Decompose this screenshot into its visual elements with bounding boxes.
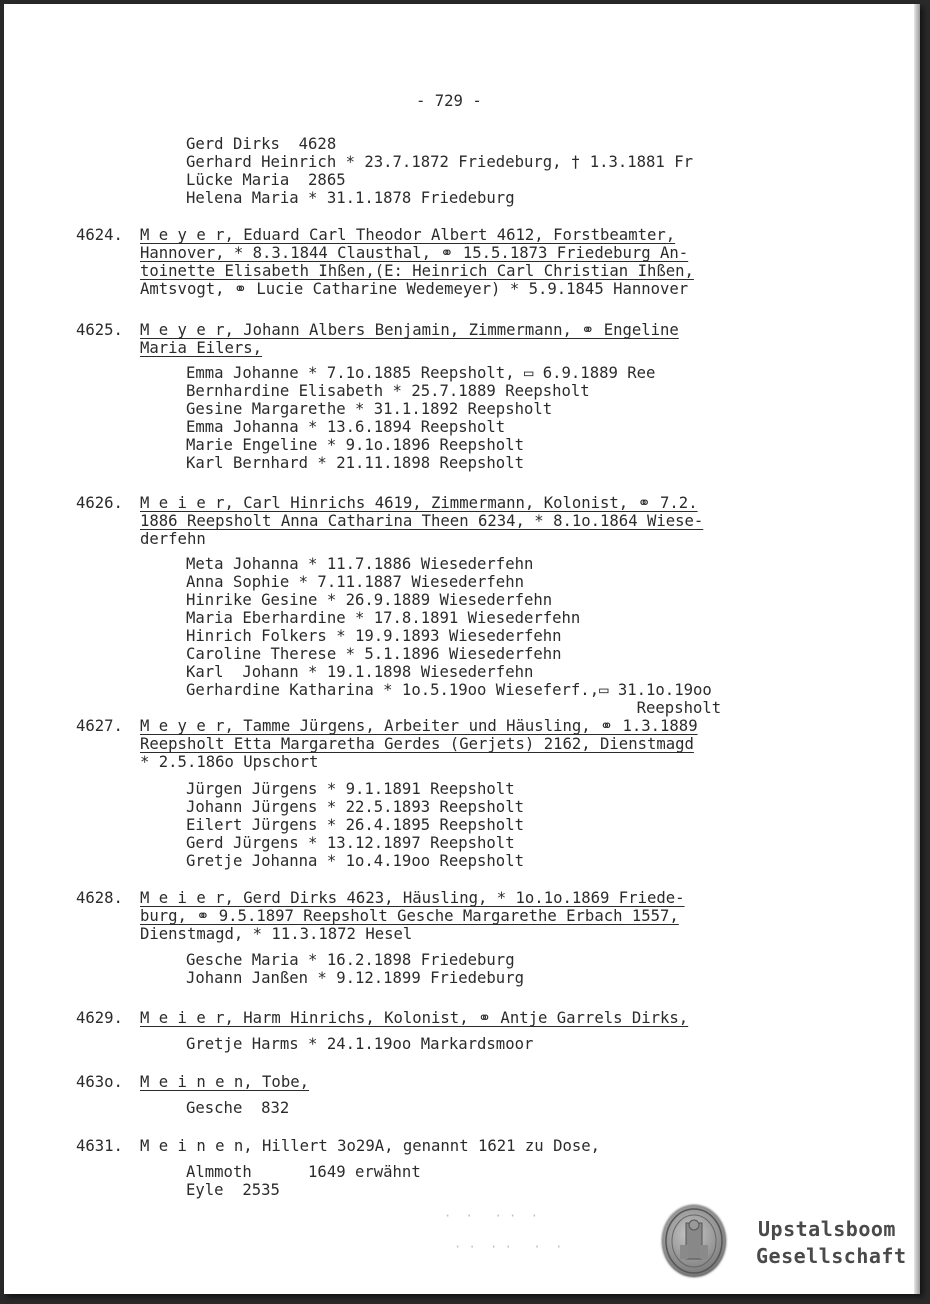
child-line: Helena Maria * 31.1.1878 Friedeburg bbox=[186, 189, 515, 207]
entry-line: M e y e r, Tamme Jürgens, Arbeiter und Häusling, ⚭ 1.3.1889 bbox=[140, 717, 698, 735]
child-line: Emma Johanna * 13.6.1894 Reepsholt bbox=[186, 418, 506, 436]
child-line: Bernhardine Elisabeth * 25.7.1889 Reepsholt bbox=[186, 382, 590, 400]
entry-line: 1886 Reepsholt Anna Catharina Theen 6234, * 8.1o.1864 Wiese- bbox=[140, 512, 704, 530]
entry-line: M e y e r, Johann Albers Benjamin, Zimmermann, ⚭ Engeline bbox=[140, 321, 679, 339]
child-line: Eyle 2535 bbox=[186, 1181, 280, 1199]
child-line: Maria Eberhardine * 17.8.1891 Wiesederfehn bbox=[186, 609, 581, 627]
child-line: Eilert Jürgens * 26.4.1895 Reepsholt bbox=[186, 816, 524, 834]
child-line: Caroline Therese * 5.1.1896 Wiesederfehn bbox=[186, 645, 562, 663]
child-line: Meta Johanna * 11.7.1886 Wiesederfehn bbox=[186, 555, 534, 573]
document-page bbox=[4, 4, 920, 1294]
child-line: Gerhardine Katharina * 1o.5.19oo Wieseferf.,▭ 31.1o.19oo bbox=[186, 681, 712, 699]
child-line: Johann Janßen * 9.12.1899 Friedeburg bbox=[186, 969, 524, 987]
watermark-line-1: Upstalsboom bbox=[758, 1217, 896, 1241]
watermark-line-2: Gesellschaft bbox=[756, 1244, 907, 1268]
child-line: Marie Engeline * 9.1o.1896 Reepsholt bbox=[186, 436, 524, 454]
child-line: Johann Jürgens * 22.5.1893 Reepsholt bbox=[186, 798, 524, 816]
scan-noise: · · · · · · bbox=[454, 1240, 563, 1254]
seal-logo bbox=[662, 1205, 726, 1277]
child-line: Jürgen Jürgens * 9.1.1891 Reepsholt bbox=[186, 780, 515, 798]
entry-line: Hannover, * 8.3.1844 Clausthal, ⚭ 15.5.1873 Friedeburg An- bbox=[140, 244, 689, 262]
entry-number: 4628. bbox=[76, 889, 123, 907]
entry-line: M e i n e n, Hillert 3o29A, genannt 1621 zu Dose, bbox=[140, 1137, 601, 1155]
child-line: Gerd Dirks 4628 bbox=[186, 135, 337, 153]
entry-line: derfehn bbox=[140, 530, 206, 548]
entry-line: * 2.5.186o Upschort bbox=[140, 753, 319, 771]
entry-line: Dienstmagd, * 11.3.1872 Hesel bbox=[140, 925, 413, 943]
entry-line: Maria Eilers, bbox=[140, 339, 263, 357]
child-line: Karl Johann * 19.1.1898 Wiesederfehn bbox=[186, 663, 534, 681]
child-line: Emma Johanne * 7.1o.1885 Reepsholt, ▭ 6.9.1889 Ree bbox=[186, 364, 656, 382]
child-line: Gretje Johanna * 1o.4.19oo Reepsholt bbox=[186, 852, 524, 870]
entry-number: 463o. bbox=[76, 1073, 123, 1091]
child-line: Gerhard Heinrich * 23.7.1872 Friedeburg, † 1.3.1881 Fr bbox=[186, 153, 693, 171]
page-number: - 729 - bbox=[416, 92, 482, 110]
child-line: Almmoth 1649 erwähnt bbox=[186, 1163, 421, 1181]
scan-noise: · · · · · bbox=[444, 1209, 538, 1223]
entry-line: M e i e r, Carl Hinrichs 4619, Zimmermann, Kolonist, ⚭ 7.2. bbox=[140, 494, 698, 512]
entry-line: burg, ⚭ 9.5.1897 Reepsholt Gesche Margarethe Erbach 1557, bbox=[140, 907, 679, 925]
entry-number: 4626. bbox=[76, 494, 123, 512]
child-line: Hinrich Folkers * 19.9.1893 Wiesederfehn bbox=[186, 627, 562, 645]
entry-number: 4631. bbox=[76, 1137, 123, 1155]
child-line: Gerd Jürgens * 13.12.1897 Reepsholt bbox=[186, 834, 515, 852]
child-line: Karl Bernhard * 21.11.1898 Reepsholt bbox=[186, 454, 524, 472]
entry-line: Amtsvogt, ⚭ Lucie Catharine Wedemeyer) * 5.9.1845 Hannover bbox=[140, 280, 689, 298]
entry-line: toinette Elisabeth Ihßen,(E: Heinrich Carl Christian Ihßen, bbox=[140, 262, 694, 280]
child-line: Gretje Harms * 24.1.19oo Markardsmoor bbox=[186, 1035, 534, 1053]
seal-icon bbox=[662, 1205, 726, 1277]
child-line: Hinrike Gesine * 26.9.1889 Wiesederfehn bbox=[186, 591, 553, 609]
entry-line: Reepsholt Etta Margaretha Gerdes (Gerjets) 2162, Dienstmagd bbox=[140, 735, 694, 753]
entry-line: M e y e r, Eduard Carl Theodor Albert 4612, Forstbeamter, bbox=[140, 226, 676, 244]
entry-line: M e i n e n, Tobe, bbox=[140, 1073, 309, 1091]
entry-line: M e i e r, Harm Hinrichs, Kolonist, ⚭ Antje Garrels Dirks, bbox=[140, 1009, 689, 1027]
entry-line: M e i e r, Gerd Dirks 4623, Häusling, * 1o.1o.1869 Friede- bbox=[140, 889, 685, 907]
child-line: Gesche 832 bbox=[186, 1099, 290, 1117]
entry-number: 4629. bbox=[76, 1009, 123, 1027]
child-line: Gesche Maria * 16.2.1898 Friedeburg bbox=[186, 951, 515, 969]
child-line: Gesine Margarethe * 31.1.1892 Reepsholt bbox=[186, 400, 553, 418]
entry-number: 4625. bbox=[76, 321, 123, 339]
entry-number: 4627. bbox=[76, 717, 123, 735]
child-line: Anna Sophie * 7.11.1887 Wiesederfehn bbox=[186, 573, 524, 591]
entry-number: 4624. bbox=[76, 226, 123, 244]
child-line: Lücke Maria 2865 bbox=[186, 171, 346, 189]
child-line: Reepsholt bbox=[186, 699, 722, 717]
